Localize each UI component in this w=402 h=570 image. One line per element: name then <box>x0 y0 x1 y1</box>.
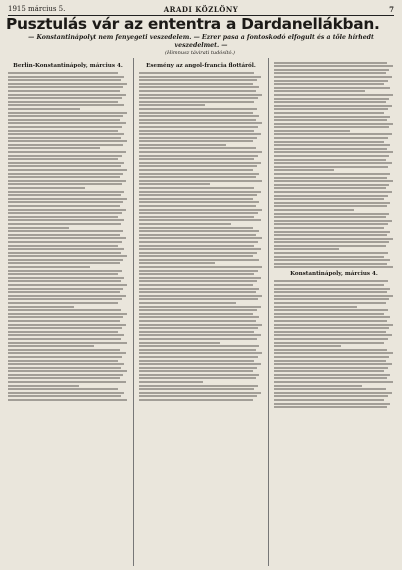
column-1 <box>8 60 128 566</box>
text-line <box>139 198 253 200</box>
text-line <box>139 388 254 390</box>
text-line <box>274 356 389 358</box>
text-line <box>8 363 124 365</box>
text-line <box>139 395 257 397</box>
text-line <box>274 205 387 207</box>
masthead: ARADI KÖZLÖNY <box>163 5 239 14</box>
text-line <box>8 270 122 272</box>
text-line <box>8 83 127 85</box>
text-line <box>274 166 388 168</box>
text-line <box>139 227 253 229</box>
text-line <box>8 349 120 351</box>
text-line <box>8 284 127 286</box>
text-line <box>274 184 389 186</box>
text-line <box>8 169 127 171</box>
text-line <box>8 209 126 211</box>
page-number: 7 <box>389 5 394 14</box>
text-line <box>8 219 124 221</box>
text-line <box>274 177 387 179</box>
text-line <box>139 374 259 376</box>
text-line <box>8 392 124 394</box>
text-line <box>274 159 386 161</box>
text-line <box>8 101 118 103</box>
text-line <box>274 173 390 175</box>
text-line <box>8 205 120 207</box>
text-line <box>139 130 254 132</box>
text-line <box>139 173 259 175</box>
text-line <box>8 309 121 311</box>
column-2 <box>139 60 263 566</box>
text-line <box>274 331 386 333</box>
text-line <box>8 72 118 74</box>
text-line <box>8 97 122 99</box>
text-line <box>8 370 127 372</box>
text-line <box>139 313 253 315</box>
text-line <box>139 158 254 160</box>
text-line <box>274 94 393 96</box>
text-line <box>8 133 124 135</box>
text-line <box>139 230 259 232</box>
text-line <box>8 191 124 193</box>
text-line <box>8 298 122 300</box>
text-line <box>274 187 386 189</box>
text-line <box>139 205 256 207</box>
text-line <box>139 288 259 290</box>
text-line <box>139 90 256 92</box>
text-line <box>139 97 258 99</box>
text-line <box>139 237 262 239</box>
text-line <box>8 162 124 164</box>
text-line <box>8 266 90 268</box>
text-line <box>8 255 127 257</box>
text-line <box>139 151 262 153</box>
text-line <box>274 342 384 344</box>
text-line <box>139 72 254 74</box>
text-line <box>8 327 122 329</box>
text-line <box>274 90 365 92</box>
text-line <box>8 320 120 322</box>
text-line <box>8 234 120 236</box>
text-line <box>139 356 258 358</box>
text-line <box>8 119 120 121</box>
text-line <box>139 248 261 250</box>
text-line <box>8 331 118 333</box>
text-line <box>8 104 124 106</box>
text-line <box>139 334 261 336</box>
text-line <box>139 392 261 394</box>
text-line <box>8 112 127 114</box>
text-line <box>8 295 126 297</box>
text-line <box>274 162 392 164</box>
text-line <box>8 345 94 347</box>
text-line <box>274 334 392 336</box>
text-line <box>8 277 124 279</box>
text-line <box>139 363 261 365</box>
text-line <box>274 105 392 107</box>
text-line <box>274 313 384 315</box>
text-line <box>274 248 339 250</box>
text-line <box>8 144 123 146</box>
text-line <box>274 381 393 383</box>
text-line <box>8 291 120 293</box>
text-line <box>8 180 126 182</box>
text-line <box>274 76 392 78</box>
text-line <box>274 316 390 318</box>
text-line <box>274 241 389 243</box>
text-line <box>274 256 384 258</box>
text-line <box>274 231 390 233</box>
text-line <box>274 338 388 340</box>
text-line <box>139 234 256 236</box>
text-line <box>274 112 384 114</box>
text-line <box>274 141 384 143</box>
text-line <box>139 327 258 329</box>
text-line <box>139 352 262 354</box>
text-line <box>139 101 254 103</box>
text-line <box>274 252 388 254</box>
text-line <box>8 94 126 96</box>
byline-note: (Himnusz távirati tudósító.) <box>165 50 235 56</box>
text-line <box>139 320 256 322</box>
issue-date: 1915 március 5. <box>8 5 66 13</box>
text-line <box>8 201 123 203</box>
text-line <box>139 266 262 268</box>
text-line <box>139 137 257 139</box>
text-line <box>8 334 124 336</box>
text-line <box>139 165 257 167</box>
text-line <box>139 345 259 347</box>
text-line <box>8 194 121 196</box>
text-line <box>274 72 386 74</box>
text-line <box>274 169 334 171</box>
text-line <box>8 137 121 139</box>
text-line <box>139 133 261 135</box>
text-line <box>274 392 392 394</box>
text-line <box>139 309 257 311</box>
text-line <box>274 62 387 64</box>
text-line <box>274 377 387 379</box>
text-line <box>274 116 390 118</box>
text-line <box>274 345 341 347</box>
text-line <box>274 133 392 135</box>
text-line <box>8 130 118 132</box>
text-line <box>139 219 261 221</box>
text-line <box>274 191 392 193</box>
text-line <box>8 356 122 358</box>
text-line <box>8 86 123 88</box>
text-line <box>139 252 257 254</box>
text-line <box>274 302 386 304</box>
text-line <box>139 306 261 308</box>
text-line <box>139 338 257 340</box>
text-line <box>8 245 118 247</box>
text-line <box>274 295 393 297</box>
text-line <box>8 377 120 379</box>
text-line <box>139 201 259 203</box>
text-line <box>8 126 122 128</box>
text-line <box>8 385 79 387</box>
text-line <box>8 248 124 250</box>
text-line <box>8 216 118 218</box>
text-line <box>274 360 386 362</box>
text-line <box>274 130 350 132</box>
text-line <box>8 237 126 239</box>
text-line <box>274 155 389 157</box>
text-line <box>274 195 388 197</box>
text-line <box>139 94 262 96</box>
text-line <box>139 241 258 243</box>
text-line <box>139 349 256 351</box>
text-line <box>8 147 100 149</box>
text-line <box>8 90 120 92</box>
text-line <box>274 320 387 322</box>
text-line <box>8 151 126 153</box>
text-line <box>274 209 354 211</box>
text-line <box>8 342 127 344</box>
text-line <box>8 306 74 308</box>
text-line <box>8 158 118 160</box>
text-line <box>139 377 256 379</box>
text-line <box>274 291 387 293</box>
text-line <box>274 101 386 103</box>
text-line <box>8 122 126 124</box>
text-line <box>274 220 392 222</box>
text-line <box>274 151 393 153</box>
text-line <box>139 277 261 279</box>
text-line <box>139 79 257 81</box>
text-line <box>8 395 121 397</box>
text-line <box>274 98 389 100</box>
text-line <box>139 122 262 124</box>
text-line <box>139 180 262 182</box>
text-line <box>8 187 85 189</box>
text-line <box>8 352 126 354</box>
column-3 <box>274 60 394 566</box>
text-line <box>139 399 253 401</box>
text-line <box>139 209 262 211</box>
text-line <box>139 183 210 185</box>
text-line <box>274 238 393 240</box>
text-line <box>274 374 390 376</box>
text-line <box>139 155 258 157</box>
text-line <box>274 385 362 387</box>
text-line <box>8 173 123 175</box>
text-line <box>274 259 390 261</box>
text-line <box>274 123 393 125</box>
text-line <box>8 288 123 290</box>
text-line <box>274 370 384 372</box>
text-line <box>139 298 258 300</box>
text-line <box>274 144 390 146</box>
section-heading: Konstantinápoly, március 4. <box>290 271 378 278</box>
text-line <box>274 263 387 265</box>
text-line <box>8 183 122 185</box>
text-line <box>139 126 258 128</box>
text-line <box>139 144 226 146</box>
text-line <box>8 399 127 401</box>
text-line <box>274 395 388 397</box>
text-line <box>274 309 388 311</box>
text-line <box>139 147 256 149</box>
text-line <box>139 212 258 214</box>
text-line <box>274 213 389 215</box>
text-line <box>139 176 256 178</box>
text-line <box>274 137 388 139</box>
text-line <box>139 140 253 142</box>
text-line <box>8 108 80 110</box>
text-line <box>139 324 262 326</box>
text-line <box>139 262 215 264</box>
text-line <box>139 119 256 121</box>
text-line <box>8 280 121 282</box>
text-line <box>8 324 126 326</box>
text-line <box>8 115 123 117</box>
text-line <box>274 180 393 182</box>
text-line <box>8 212 122 214</box>
text-line <box>274 406 387 408</box>
text-line <box>139 108 257 110</box>
text-line <box>274 87 390 89</box>
text-line <box>139 162 261 164</box>
text-line <box>139 381 203 383</box>
text-line <box>274 65 393 67</box>
text-line <box>274 306 357 308</box>
text-line <box>274 216 386 218</box>
text-line <box>274 388 386 390</box>
text-line <box>139 86 259 88</box>
text-line <box>139 360 254 362</box>
text-line <box>274 148 387 150</box>
text-line <box>8 316 123 318</box>
text-line <box>274 223 388 225</box>
text-line <box>274 288 390 290</box>
text-line <box>274 298 389 300</box>
text-line <box>8 155 122 157</box>
text-line <box>8 223 121 225</box>
text-line <box>274 202 390 204</box>
headline: Pusztulás vár az ententra a Dardanellákban. <box>6 15 380 33</box>
text-line <box>139 245 254 247</box>
text-line <box>139 342 220 344</box>
text-line <box>139 385 258 387</box>
column-rule <box>133 58 134 566</box>
text-line <box>139 284 253 286</box>
text-line <box>274 399 384 401</box>
text-line <box>139 169 253 171</box>
text-line <box>139 194 257 196</box>
text-line <box>8 313 127 315</box>
text-line <box>274 403 390 405</box>
text-line <box>8 227 69 229</box>
text-line <box>139 280 257 282</box>
text-line <box>139 187 254 189</box>
text-line <box>274 108 388 110</box>
text-line <box>139 295 262 297</box>
text-line <box>274 324 393 326</box>
text-line <box>8 273 118 275</box>
text-line <box>274 80 388 82</box>
text-line <box>274 245 386 247</box>
text-line <box>139 370 253 372</box>
text-line <box>274 126 389 128</box>
text-line <box>139 270 258 272</box>
text-line <box>274 367 388 369</box>
text-line <box>139 331 254 333</box>
text-line <box>8 381 126 383</box>
text-line <box>8 79 121 81</box>
text-line <box>139 302 236 304</box>
text-line <box>274 198 384 200</box>
text-line <box>8 388 118 390</box>
text-line <box>139 223 231 225</box>
text-line <box>139 115 259 117</box>
text-line <box>8 360 118 362</box>
text-line <box>139 76 261 78</box>
text-line <box>8 367 121 369</box>
section-heading: Berlin-Konstantinápoly, március 4. <box>13 63 123 69</box>
text-line <box>274 349 387 351</box>
text-line <box>139 291 256 293</box>
text-line <box>8 241 122 243</box>
text-line <box>139 316 259 318</box>
text-line <box>8 198 127 200</box>
text-line <box>274 266 393 268</box>
text-line <box>8 262 120 264</box>
text-line <box>274 83 384 85</box>
text-line <box>274 280 388 282</box>
text-line <box>8 259 123 261</box>
text-line <box>8 338 121 340</box>
text-line <box>8 302 118 304</box>
text-line <box>139 216 254 218</box>
text-line <box>139 255 253 257</box>
text-line <box>8 176 120 178</box>
text-line <box>274 363 392 365</box>
text-line <box>139 112 253 114</box>
text-line <box>139 191 261 193</box>
text-line <box>274 284 384 286</box>
text-line <box>274 119 387 121</box>
text-line <box>274 327 389 329</box>
text-line <box>139 83 253 85</box>
text-line <box>8 374 123 376</box>
text-line <box>274 69 389 71</box>
text-line <box>274 352 393 354</box>
subheadline: — Konstantinápolyt nem fenyegeti veszedelem. — Ezrer pasa a fontoskodó elfogult és a tőle hírhedt veszedelmet. — <box>28 34 374 49</box>
text-line <box>139 273 254 275</box>
text-line <box>8 230 123 232</box>
text-line <box>8 252 121 254</box>
text-line <box>274 227 384 229</box>
text-line <box>139 104 205 106</box>
text-line <box>139 259 259 261</box>
text-line <box>8 140 127 142</box>
text-line <box>274 234 387 236</box>
text-line <box>8 76 124 78</box>
text-line <box>8 165 121 167</box>
column-rule <box>268 58 269 566</box>
section-heading: Esemény az angol-francia flottáról. <box>146 63 256 69</box>
text-line <box>139 367 257 369</box>
